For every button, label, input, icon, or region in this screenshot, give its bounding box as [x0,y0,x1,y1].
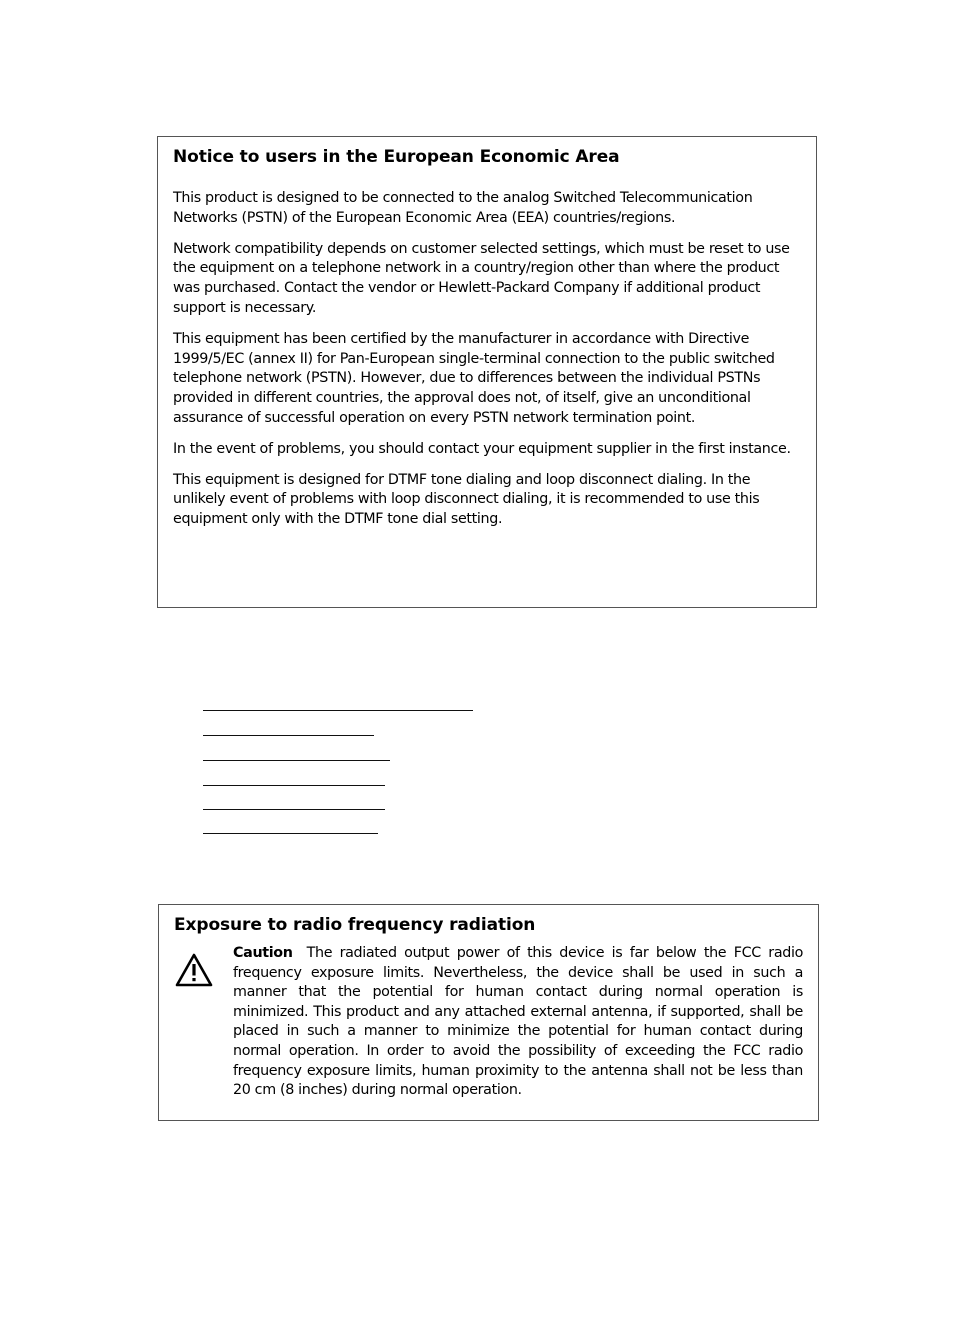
eea-notice-title: Notice to users in the European Economic Area [173,147,620,167]
warning-triangle-icon [175,952,213,988]
rf-exposure-title: Exposure to radio frequency radiation [174,915,536,935]
rf-exposure-box [158,904,819,1121]
caution-label: Caution [233,945,293,961]
eea-paragraph-2: Network compatibility depends on customer selected settings, which must be reset to use the equipment on a telephone network in a country/region other than where the product was purchased. Contact the vendor or Hewlett-Packard Company if additional product support is necessary. [173,240,790,316]
eea-paragraph-1: This product is designed to be connected to the analog Switched Telecommunication Networks (PSTN) of the European Economic Area (EEA) countries/regions. [173,190,753,226]
caution-paragraph [233,944,803,1101]
eea-paragraph-4: In the event of problems, you should contact your equipment supplier in the first instance. [173,440,791,457]
eea-notice-box [157,136,817,608]
caution-block [174,944,803,1101]
blank-line [203,809,385,810]
blank-line [203,785,385,786]
blank-line [203,760,390,761]
blank-line [203,833,378,834]
eea-paragraph-3: This equipment has been certified by the manufacturer in accordance with Directive 1999/5/EC (annex II) for Pan-European single-terminal connection to the public switched telephone network (PSTN). However, due to differences between the individual PSTNs provided in different countries, the approval does not, of itself, give an unconditional assurance of successful operation on every PSTN network termination point. [173,330,775,426]
eea-paragraph-5: This equipment is designed for DTMF tone dialing and loop disconnect dialing. In the unlikely event of problems with loop disconnect dialing, it is recommended to use this equipment only with the DTMF tone dial setting. [173,471,760,528]
blank-line [203,710,473,711]
blank-line [203,735,374,736]
caution-text: The radiated output power of this device is far below the FCC radio frequency exposure limits. Nevertheless, the device shall be used in such a manner that the potential for human contact during normal operation is minimized. This product and any attached external antenna, if supported, shall be placed in such a manner to minimize the potential for human contact during normal operation. In order to avoid the possibility of exceeding the FCC radio frequency exposure limits, human proximity to the antenna shall not be less than 20 cm (8 inches) during normal operation. [233,945,803,1099]
